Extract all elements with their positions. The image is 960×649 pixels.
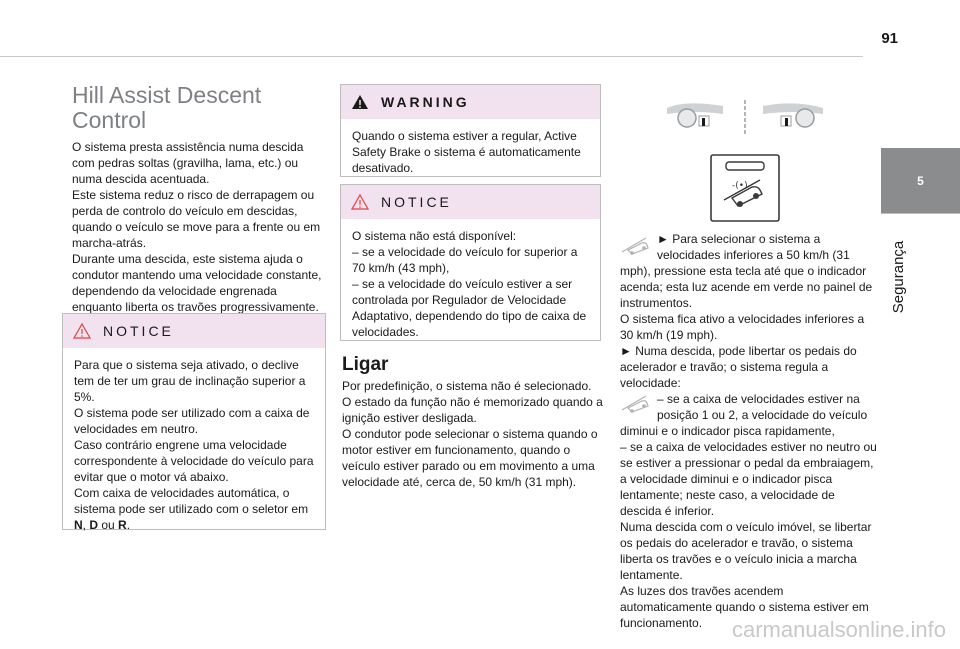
notice-line: O sistema não está disponível: [352, 229, 517, 243]
usage-line: posição 1 ou 2, a velocidade do veículo diminui e o indicador pisca rapidamente, [620, 408, 868, 438]
gear-d: D [89, 518, 99, 532]
usage-text [620, 231, 878, 631]
notice-header [63, 314, 325, 348]
notice-body-2 [341, 219, 600, 340]
steering-wheel-icon [667, 103, 723, 127]
separator: , [82, 518, 90, 532]
usage-line: Numa descida com o veículo imóvel, se libertar os pedais do acelerador e travão, o sistema liberta os travões e o veículo inicia a marcha lentamente. [620, 520, 872, 582]
period: . [126, 518, 131, 532]
gear-n: N [74, 518, 83, 532]
warning-body [341, 119, 600, 176]
notice-label-2: NOTICE [381, 194, 452, 210]
steering-wheel-controls [665, 98, 825, 136]
usage-line: ► Para selecionar o sistema a [657, 232, 821, 246]
notice-line: Caso contrário engrene uma velocidade correspondente à velocidade do veículo para evitar que o motor vá abaixo. [74, 438, 314, 484]
notice-box [62, 313, 326, 530]
notice-line-text: Com caixa de velocidades automática, o sistema pode ser utilizado com o seletor em [74, 486, 309, 516]
chapter-title-text: Segurança [890, 240, 907, 314]
header-rule [0, 56, 863, 57]
notice-line [74, 485, 315, 533]
usage-line: – se a caixa de velocidades estiver na [657, 392, 860, 406]
steering-wheel-icon [763, 103, 823, 127]
notice-line: – se a velocidade do veículo estiver a ser controlada por Regulador de Velocidade Adaptativo, dependendo do tipo de caixa de velocidades. [352, 277, 587, 339]
chapter-title [884, 222, 916, 332]
notice-header-2 [341, 185, 600, 219]
usage-line: velocidades inferiores a 50 km/h (31 mph), pressione esta tecla até que o indicador acenda; esta luz acende em verde no painel de instrumentos. [620, 248, 873, 310]
caution-triangle-icon [73, 323, 91, 339]
ligar-heading: Ligar [342, 354, 389, 375]
usage-line: ► Numa descida, pode libertar os pedais do acelerador e travão; o sistema regula a velocidade: [620, 344, 857, 390]
intro-text [72, 139, 328, 315]
watermark: carmanualsonline.info [731, 617, 946, 642]
warning-header [341, 85, 600, 119]
chapter-number: 5 [917, 173, 924, 188]
usage-line: As luzes dos travões acendem automaticamente quando o sistema estiver em funcionamento. [620, 584, 869, 630]
separator: ou [98, 518, 119, 532]
ligar-text [342, 378, 604, 490]
warning-label: WARNING [381, 94, 470, 110]
notice-label: NOTICE [103, 323, 174, 339]
intro-paragraph: Durante uma descida, este sistema ajuda o condutor mantendo uma velocidade constante, dependendo da velocidade engrenada enquanto liberta os travões progressivamente. [72, 252, 322, 314]
usage-line: O sistema fica ativo a velocidades inferiores a 30 km/h (19 mph). [620, 312, 865, 342]
page-number: 91 [881, 30, 898, 47]
section-title: Hill Assist Descent Control [72, 82, 262, 133]
ligar-line: O condutor pode selecionar o sistema quando o motor estiver em funcionamento, quando o veículo estiver parado ou em movimento a uma velocidade até, cerca de, 50 km/h (31 mph). [342, 427, 598, 489]
chapter-tab[interactable] [881, 148, 960, 213]
notice-body [63, 348, 325, 533]
warning-triangle-icon [351, 94, 369, 110]
notice-line: O sistema pode ser utilizado com a caixa de velocidades em neutro. [74, 406, 310, 436]
notice-box-2 [340, 184, 601, 341]
caution-triangle-icon [351, 194, 369, 210]
chapter-tab-divider [881, 213, 960, 214]
ligar-line: Por predefinição, o sistema não é selecionado. [342, 379, 592, 393]
warning-text: Quando o sistema estiver a regular, Active Safety Brake o sistema é automaticamente desativado. [352, 129, 581, 175]
intro-paragraph: O sistema presta assistência numa descida com pedras soltas (gravilha, lama, etc.) ou numa descida acentuada. [72, 140, 304, 186]
usage-line: – se a caixa de velocidades estiver no neutro ou se estiver a pressionar o pedal da embraiagem, a velocidade diminui e o indicador pisca lentamente; neste caso, a velocidade de descida é inferior. [620, 440, 877, 518]
warning-box [340, 84, 601, 177]
notice-line: Para que o sistema seja ativado, o declive tem de ter um grau de inclinação superior a 5%. [74, 358, 306, 404]
notice-line: – se a velocidade do veículo for superior a 70 km/h (43 mph), [352, 245, 578, 275]
gear-r: R [118, 518, 127, 532]
intro-paragraph: Este sistema reduz o risco de derrapagem ou perda de controlo do veículo em descidas, quando o veículo se move para a frente ou em marcha-atrás. [72, 188, 321, 250]
hill-descent-button-icon [710, 154, 780, 222]
svg-text:-(•)-: -(•)- [732, 181, 751, 191]
ligar-line: O estado da função não é memorizado quando a ignição estiver desligada. [342, 395, 603, 425]
